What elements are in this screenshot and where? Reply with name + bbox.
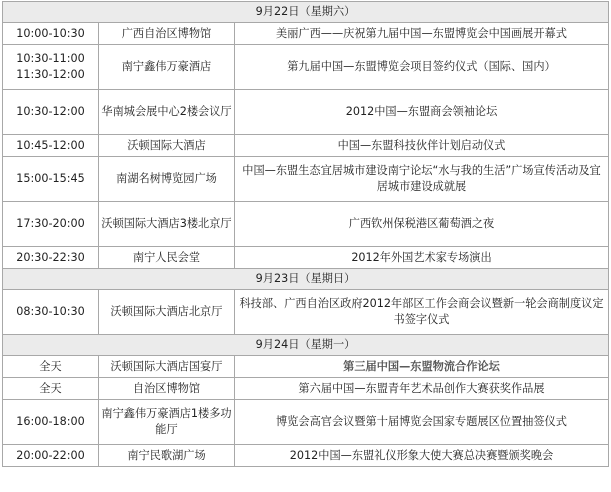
event-venue: 南宁人民会堂 [99, 247, 235, 269]
day-header: 9月23日（星期日） [3, 269, 609, 290]
event-time: 10:30-12:00 [3, 90, 99, 135]
event-time-line: 11:30-12:00 [16, 68, 85, 81]
event-time: 全天 [3, 356, 99, 378]
event-time: 全天 [3, 378, 99, 400]
event-time: 16:00-18:00 [3, 400, 99, 445]
event-venue: 沃顿国际大酒店北京厅 [99, 290, 235, 335]
event-title: 科技部、广西自治区政府2012年部区工作会商会议暨新一轮会商制度议定书签字仪式 [235, 290, 609, 335]
event-title: 中国—东盟科技伙伴计划启动仪式 [235, 135, 609, 157]
table-row [3, 378, 609, 400]
day-header: 9月24日（星期一） [3, 335, 609, 356]
table-row [3, 247, 609, 269]
event-venue: 南宁鑫伟万豪酒店1楼多功能厅 [99, 400, 235, 445]
event-title: 中国—东盟生态宜居城市建设南宁论坛“水与我的生活”广场宣传活动及宜居城市建设成就展 [235, 157, 609, 202]
event-venue: 南宁民歌湖广场 [99, 445, 235, 467]
event-venue: 沃顿国际大酒店国宴厅 [99, 356, 235, 378]
event-title: 2012中国—东盟礼仪形象大使大赛总决赛暨颁奖晚会 [235, 445, 609, 467]
event-title: 第六届中国—东盟青年艺术品创作大赛获奖作品展 [235, 378, 609, 400]
schedule-table [2, 1, 609, 467]
event-venue: 自治区博物馆 [99, 378, 235, 400]
event-venue: 南湖名树博览园广场 [99, 157, 235, 202]
table-row [3, 90, 609, 135]
event-venue: 沃顿国际大酒店 [99, 135, 235, 157]
table-row [3, 202, 609, 247]
event-venue: 广西自治区博物馆 [99, 23, 235, 45]
table-row [3, 400, 609, 445]
event-title: 博览会高官会议暨第十届博览会国家专题展区位置抽签仪式 [235, 400, 609, 445]
event-title: 广西钦州保税港区葡萄酒之夜 [235, 202, 609, 247]
event-time: 10:45-12:00 [3, 135, 99, 157]
day-header-row [3, 269, 609, 290]
table-row [3, 135, 609, 157]
event-time: 10:00-10:30 [3, 23, 99, 45]
table-row [3, 290, 609, 335]
event-time: 15:00-15:45 [3, 157, 99, 202]
day-header: 9月22日（星期六） [3, 2, 609, 23]
table-row [3, 157, 609, 202]
day-header-row [3, 335, 609, 356]
event-title: 2012年外国艺术家专场演出 [235, 247, 609, 269]
event-time: 08:30-10:30 [3, 290, 99, 335]
event-time: 20:30-22:30 [3, 247, 99, 269]
event-time: 17:30-20:00 [3, 202, 99, 247]
event-title: 2012中国—东盟商会领袖论坛 [235, 90, 609, 135]
table-row [3, 23, 609, 45]
event-title: 美丽广西——庆祝第九届中国—东盟博览会中国画展开幕式 [235, 23, 609, 45]
event-time-line: 10:30-11:00 [16, 52, 85, 65]
event-title: 第九届中国—东盟博览会项目签约仪式（国际、国内） [235, 45, 609, 90]
event-time [3, 45, 99, 90]
event-time: 20:00-22:00 [3, 445, 99, 467]
event-venue: 南宁鑫伟万豪酒店 [99, 45, 235, 90]
table-row [3, 45, 609, 90]
event-venue: 沃顿国际大酒店3楼北京厅 [99, 202, 235, 247]
event-title: 第三届中国—东盟物流合作论坛 [235, 356, 609, 378]
day-header-row [3, 2, 609, 23]
table-row [3, 356, 609, 378]
table-row [3, 445, 609, 467]
event-venue: 华南城会展中心2楼会议厅 [99, 90, 235, 135]
